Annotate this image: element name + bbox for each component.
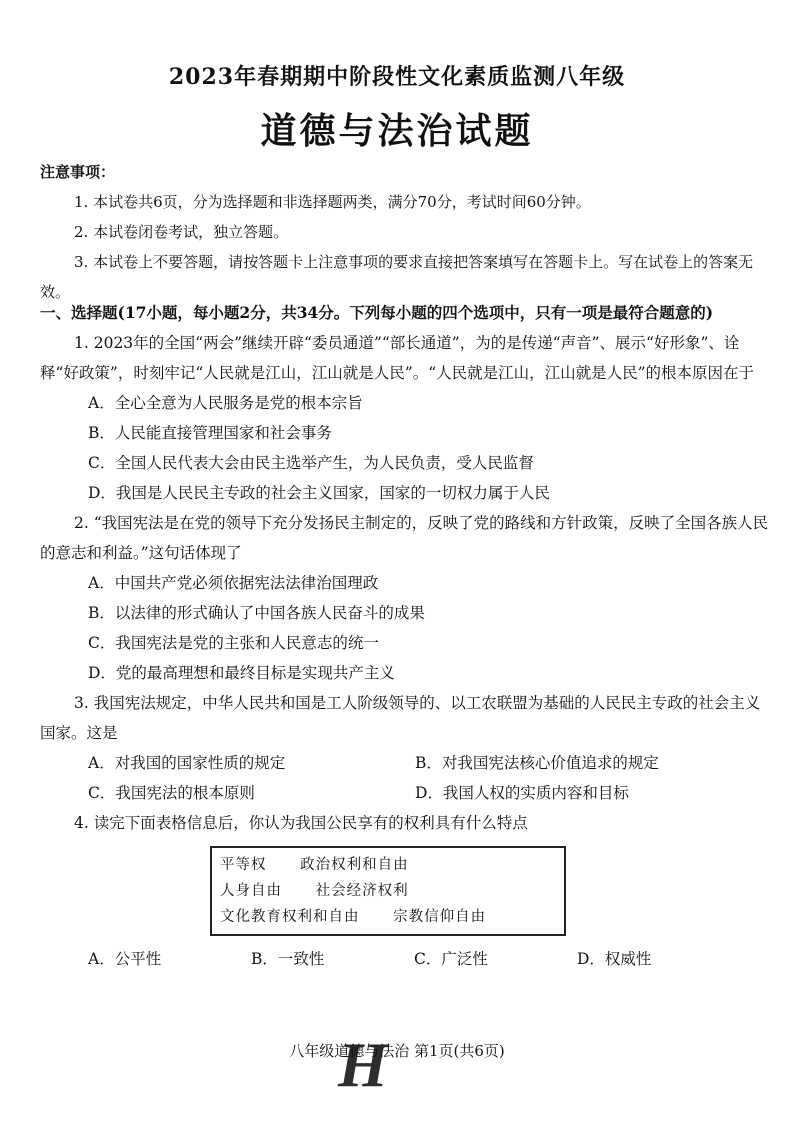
notes-item: 2. 本试卷闭卷考试，独立答题。 [74,223,289,241]
question-1 [40,328,770,508]
notes-item: 3. 本试卷上不要答题，请按答题卡上注意事项的要求直接把答案填写在答题卡上。写在试卷上的答案无效。 [40,253,754,301]
rights-row [220,878,556,904]
notes-heading: 注意事项： [40,163,116,181]
option-a: A．公平性 [88,950,162,968]
rights-cell: 宗教信仰自由 [393,909,487,925]
question-4 [40,808,770,974]
option-c: C．我国宪法的根本原则 [88,784,255,802]
option-d: D．权威性 [577,950,652,968]
option-c: C．广泛性 [414,950,488,968]
option-b: B．一致性 [251,950,325,968]
footer-text: 八年级道德与法治 第1页(共6页) [289,1042,505,1060]
rights-table [210,846,566,936]
option-b: B．人民能直接管理国家和社会事务 [88,424,332,442]
question-stem: 1. 2023年的全国“两会”继续开辟“委员通道”“部长通道”，为的是传递“声音”、展示“好形象”、诠释“好政策”，时刻牢记“人民就是江山，江山就是人民”。“人民就是江山，江山就是人民”的根本原因在于 [40,334,755,382]
rights-cell: 人身自由 [220,883,282,899]
choice-section [40,298,770,974]
option-d: D．我国人权的实质内容和目标 [415,784,629,802]
section-heading: 一、选择题(17小题，每小题2分，共34分。下列每小题的四个选项中，只有一项是最符合题意的) [40,303,714,322]
option-c: C．全国人民代表大会由民主选举产生，为人民负责，受人民监督 [88,454,534,472]
option-b: B．以法律的形式确认了中国各族人民奋斗的成果 [88,604,425,622]
watermark-mark: H [338,1029,388,1100]
option-d: D．党的最高理想和最终目标是实现共产主义 [88,664,395,682]
question-stem: 3. 我国宪法规定，中华人民共和国是工人阶级领导的、以工农联盟为基础的人民民主专政的社会主义国家。这是 [40,694,761,742]
option-row [40,944,770,974]
option-a: A．全心全意为人民服务是党的根本宗旨 [88,394,363,412]
question-stem: 2. “我国宪法是在党的领导下充分发扬民主制定的，反映了党的路线和方针政策，反映了全国各族人民的意志和利益。”这句话体现了 [40,514,769,562]
option-a: A．对我国的国家性质的规定 [88,754,286,772]
option-row [40,748,770,778]
rights-row [220,852,556,878]
subject-title: 道德与法治试题 [260,110,534,152]
option-row [40,778,770,808]
exam-header [0,60,794,154]
option-b: B．对我国宪法核心价值追求的规定 [415,754,659,772]
question-3 [40,688,770,808]
notes-item: 1. 本试卷共6页，分为选择题和非选择题两类，满分70分，考试时间60分钟。 [74,193,591,211]
option-d: D．我国是人民民主专政的社会主义国家，国家的一切权力属于人民 [88,484,550,502]
option-a: A．中国共产党必须依据宪法法律治国理政 [88,574,379,592]
rights-cell: 社会经济权利 [315,883,409,899]
rights-cell: 平等权 [220,857,267,873]
option-c: C．我国宪法是党的主张和人民意志的统一 [88,634,379,652]
question-stem: 4. 读完下面表格信息后，你认为我国公民享有的权利具有什么特点 [74,814,528,832]
exam-title: 2023年春期期中阶段性文化素质监测八年级 [168,64,626,90]
rights-cell: 文化教育权利和自由 [220,909,360,925]
notes-section [40,157,770,307]
question-2 [40,508,770,688]
rights-row [220,904,556,930]
page-footer [0,1040,794,1061]
rights-cell: 政治权利和自由 [300,857,409,873]
